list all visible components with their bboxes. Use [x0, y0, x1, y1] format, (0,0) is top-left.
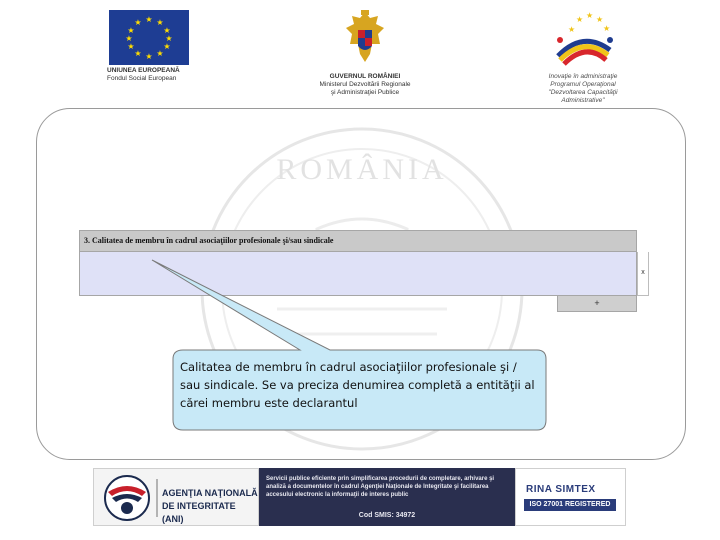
eu-logo-line2: Fondul Social European: [107, 75, 177, 82]
svg-text:★: ★: [165, 34, 173, 43]
rina-iso-badge: ISO 27001 REGISTERED: [524, 499, 616, 511]
ani-name: [162, 487, 258, 526]
svg-text:★: ★: [568, 25, 576, 34]
admin-logo-line3: "Dezvoltarea Capacităţii: [548, 89, 618, 96]
gov-logo-line1: GUVERNUL ROMÂNIEI: [329, 73, 401, 80]
svg-text:★: ★: [576, 15, 584, 24]
rina-name: RINA SIMTEX: [526, 484, 596, 495]
svg-text:★: ★: [145, 15, 153, 24]
svg-text:★: ★: [586, 11, 594, 20]
ani-logo: [93, 468, 259, 526]
ani-line2: DE INTEGRITATE (ANI): [162, 501, 236, 524]
delete-row-button[interactable]: x: [637, 252, 649, 296]
svg-text:★: ★: [127, 26, 135, 35]
svg-text:★: ★: [596, 15, 604, 24]
gov-logo-line3: şi Administraţiei Publice: [330, 89, 400, 96]
svg-text:★: ★: [156, 18, 164, 27]
eu-logo-line1: UNIUNEA EUROPEANĂ: [107, 67, 180, 74]
smis-code: Cod SMIS: 34972: [358, 512, 416, 519]
svg-text:★: ★: [127, 42, 135, 51]
rina-logo: [515, 468, 626, 526]
callout-text: Calitatea de membru în cadrul asociaţiilor profesionale şi / sau sindicale. Se va preciza denumirea completă a entităţii al cărei membru este declarantul: [180, 360, 535, 410]
ani-line1: AGENŢIA NAŢIONALĂ: [162, 488, 258, 498]
svg-text:★: ★: [603, 24, 611, 33]
ani-divider: [156, 479, 158, 517]
admin-logo-line2: Programul Operaţional: [550, 81, 616, 88]
svg-text:★: ★: [134, 18, 142, 27]
gov-logo-line2: Ministerul Dezvoltării Regionale: [319, 81, 411, 88]
ani-emblem-icon: [98, 470, 156, 526]
svg-text:★: ★: [163, 42, 171, 51]
add-row-button[interactable]: +: [557, 296, 637, 312]
project-description: [259, 468, 515, 526]
watermark-text: ROMÂNIA: [276, 153, 448, 186]
section-header: 3. Calitatea de membru în cadrul asociaţiilor profesionale şi/sau sindicale: [79, 230, 637, 252]
svg-text:★: ★: [134, 49, 142, 58]
svg-text:★: ★: [163, 26, 171, 35]
admin-logo-line1: Inovaţie în administraţie: [548, 73, 618, 80]
footer-banner: [93, 468, 626, 528]
svg-text:★: ★: [145, 52, 153, 61]
svg-text:★: ★: [125, 34, 133, 43]
project-text: Servicii publice eficiente prin simplificarea procedurii de completare, arhivare şi analiză a documentelor în cadrul Agenţiei Naţionale de Integritate şi facilitarea accesului electronic la informaţii de interes public: [266, 476, 495, 498]
admin-logo-line4: Administrative": [561, 97, 605, 104]
svg-text:★: ★: [156, 49, 164, 58]
